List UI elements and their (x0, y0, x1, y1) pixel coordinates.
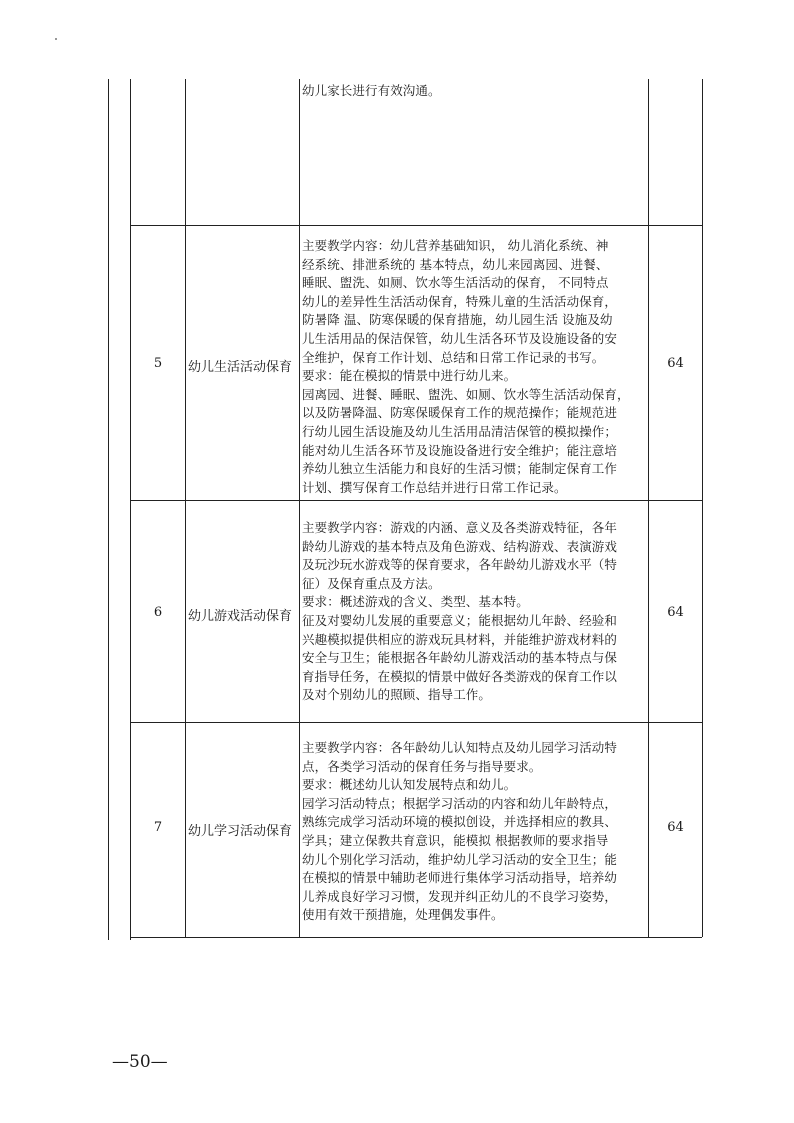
row-number: 7 (153, 820, 163, 835)
content-line: 计划、撰写保育工作总结并进行日常工作记录。 (302, 479, 567, 495)
content-line: 幼儿的差异性生活活动保育，特殊儿童的生活活动保育， (302, 293, 618, 309)
course-content (302, 739, 646, 925)
table-border-left (108, 79, 109, 940)
table-border-inner-left (130, 79, 131, 940)
continuation-content (302, 82, 646, 101)
content-line: 儿生活用品的保洁保管，幼儿生活各环节及设施设备的安 (302, 330, 618, 346)
content-line: 学具；建立保教共育意识，能模拟 根据教师的要求指导 (302, 832, 609, 848)
scan-speck (55, 38, 57, 40)
content-line: 行幼儿园生活设施及幼儿生活用品清洁保管的模拟操作； (302, 423, 618, 439)
content-line: 点，各类学习活动的保育任务与指导要求。 (302, 758, 542, 774)
content-line: 兴趣模拟提供相应的游戏玩具材料，并能维护游戏材料的 (302, 631, 618, 647)
content-line: 养幼儿独立生活能力和良好的生活习惯；能制定保育工作 (302, 461, 618, 477)
row-divider-6 (130, 500, 702, 501)
content-line: 防暑降 温、防寒保暖的保育措施，幼儿园生活 设施及幼 (302, 312, 613, 328)
course-hours: 64 (667, 605, 684, 620)
course-name: 幼儿学习活动保育 (188, 824, 293, 839)
content-line: 全维护，保育工作计划、总结和日常工作记录的书写。 (302, 349, 605, 365)
content-line: 主要教学内容：游戏的内涵、意义及各类游戏特征，各年 (302, 520, 618, 535)
content-line: 幼儿个别化学习活动，维护幼儿学习活动的安全卫生；能 (302, 851, 618, 867)
content-line: 育指导任务，在模拟的情景中做好各类游戏的保育工作以 (302, 668, 618, 684)
content-line: 经系统、排泄系统的 基本特点，幼儿来园离园、进餐、 (302, 256, 609, 272)
content-line: 以及防暑降温、防寒保暖保育工作的规范操作；能规范进 (302, 405, 618, 421)
content-line: 使用有效干预措施，处理偶发事件。 (302, 907, 504, 923)
table-border-bottom (130, 937, 702, 938)
content-line: 园学习活动特点；根据学习活动的内容和幼儿年龄特点， (302, 795, 618, 811)
content-line: 熟练完成学习活动环境的模拟创设，并选择相应的教具、 (302, 814, 618, 830)
content-line: 征）及保育重点及方法。 (302, 575, 441, 591)
content-line: 儿养成良好学习习惯，发现并纠正幼儿的不良学习姿势， (302, 888, 618, 904)
content-line: 安全与卫生；能根据各年龄幼儿游戏活动的基本特点与保 (302, 650, 618, 666)
content-line: 幼儿家长进行有效沟通。 (302, 83, 441, 98)
content-line: 要求：概述游戏的含义、类型、基本特。 (302, 594, 529, 610)
content-line: 要求：能在模拟的情景中进行幼儿来。 (302, 368, 517, 384)
course-name: 幼儿游戏活动保育 (188, 609, 293, 624)
content-line: 睡眠、盥洗、如厕、饮水等生活活动的保育， 不同特点 (302, 275, 609, 291)
column-divider-course (299, 79, 300, 937)
course-hours: 64 (667, 820, 684, 835)
row-divider-7 (130, 722, 702, 723)
table-border-right (702, 79, 703, 937)
content-line: 主要教学内容：幼儿营养基础知识， 幼儿消化系统、神 (302, 238, 609, 253)
content-line: 在模拟的情景中辅助老师进行集体学习活动指导，培养幼 (302, 870, 618, 886)
content-line: 龄幼儿游戏的基本特点及角色游戏、结构游戏、表演游戏 (302, 538, 618, 554)
row-divider-5 (130, 225, 702, 226)
content-line: 要求：概述幼儿认知发展特点和幼儿。 (302, 777, 517, 793)
course-name: 幼儿生活活动保育 (188, 360, 293, 375)
page-number: —50— (112, 1052, 168, 1072)
content-line: 及对个别幼儿的照顾、指导工作。 (302, 687, 492, 703)
content-line: 征及对婴幼儿发展的重要意义；能根据幼儿年龄、经验和 (302, 612, 618, 628)
row-number: 6 (153, 605, 163, 620)
row-number: 5 (153, 356, 163, 371)
course-hours: 64 (667, 356, 684, 371)
content-line: 及玩沙玩水游戏等的保育要求，各年龄幼儿游戏水平（特 (302, 557, 618, 573)
content-line: 能对幼儿生活各环节及设施设备进行安全维护；能注意培 (302, 442, 618, 458)
course-content (302, 519, 646, 705)
course-content (302, 237, 646, 497)
content-line: 园离园、进餐、睡眠、盥洗、如厕、饮水等生活活动保育， (302, 386, 630, 402)
content-line: 主要教学内容：各年龄幼儿认知特点及幼儿园学习活动特 (302, 740, 618, 755)
column-divider-number (185, 79, 186, 937)
column-divider-hours (648, 79, 649, 937)
